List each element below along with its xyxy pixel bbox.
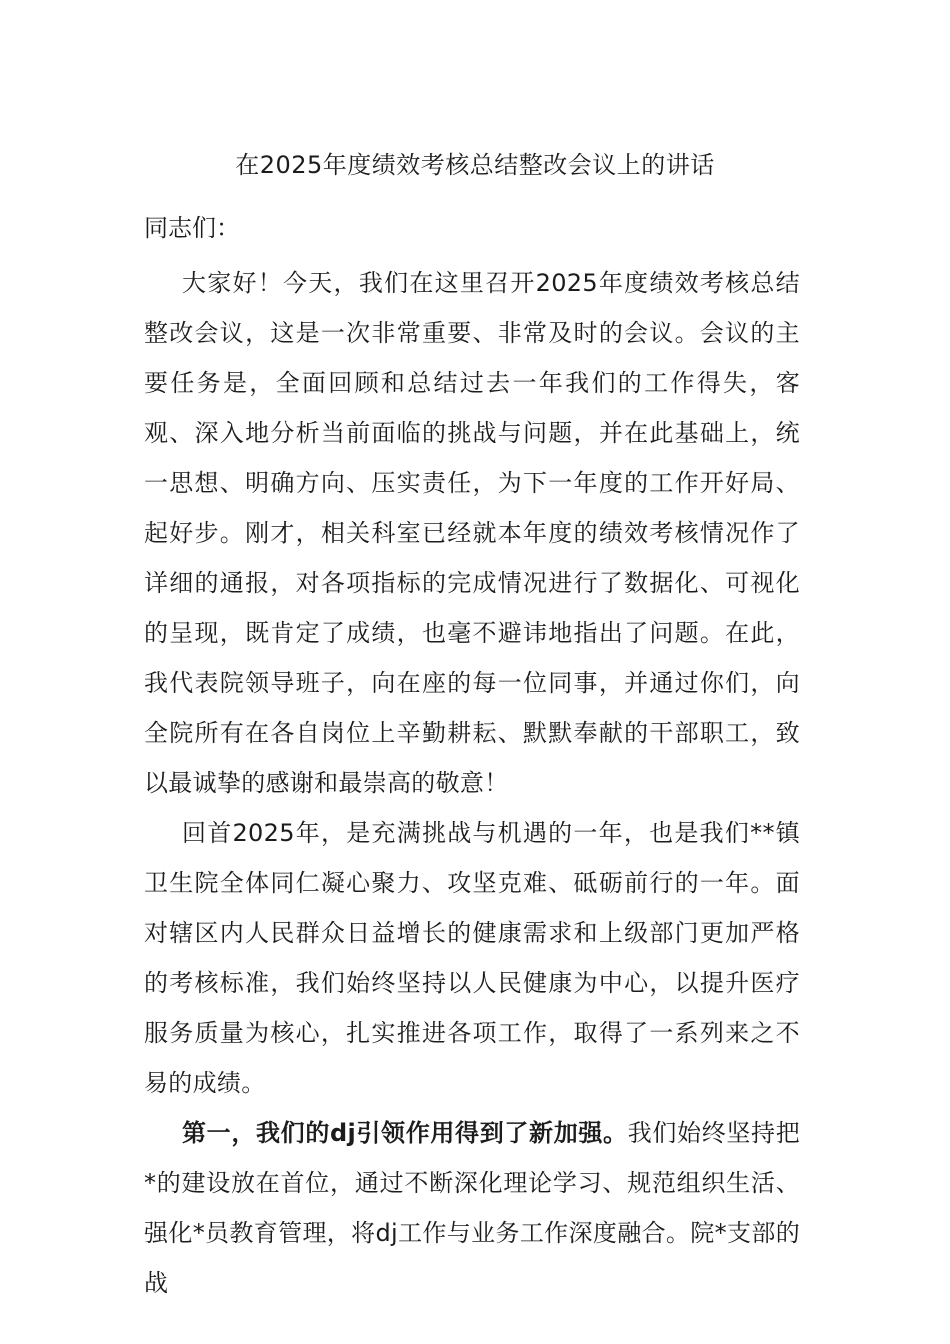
paragraph-text: 大家好！今天，我们在这里召开2025年度绩效考核总结整改会议，这是一次非常重要、非常及时的会议。会议的主要任务是，全面回顾和总结过去一年我们的工作得失，客观、深入地分析当前面临的挑战与问题，并在此基础上，统一思想、明确方向、压实责任，为下一年度的工作开好局、起好步。刚才，相关科室已经就本年度的绩效考核情况作了详细的通报，对各项指标的完成情况进行了数据化、可视化的呈现，既肯定了成绩，也毫不避讳地指出了问题。在此，我代表院领导班子，向在座的每一位同事，并通过你们，向全院所有在各自岗位上辛勤耕耘、默默奉献的干部职工，致以最诚挚的感谢和最崇高的敬意！ <box>144 269 800 797</box>
paragraph-lead: 第一，我们的dj引领作用得到了新加强。 <box>182 1119 628 1147</box>
paragraph-text: 我们始终坚持把*的建设放在首位，通过不断深化理论学习、规范组织生活、强化*员教育管理，将dj工作与业务工作深度融合。院*支部的战 <box>144 1119 800 1297</box>
document-title: 在2025年度绩效考核总结整改会议上的讲话 <box>235 151 715 179</box>
paragraph-text: 回首2025年，是充满挑战与机遇的一年，也是我们**镇卫生院全体同仁凝心聚力、攻坚克难、砥砺前行的一年。面对辖区内人民群众日益增长的健康需求和上级部门更加严格的考核标准，我们始终坚持以人民健康为中心，以提升医疗服务质量为核心，扎实推进各项工作，取得了一系列来之不易的成绩。 <box>144 819 800 1097</box>
document-body <box>144 258 800 1308</box>
salutation: 同志们： <box>144 214 240 242</box>
paragraph-review <box>144 808 800 1108</box>
paragraph-first-point <box>144 1108 800 1308</box>
paragraph-greeting <box>144 258 800 808</box>
